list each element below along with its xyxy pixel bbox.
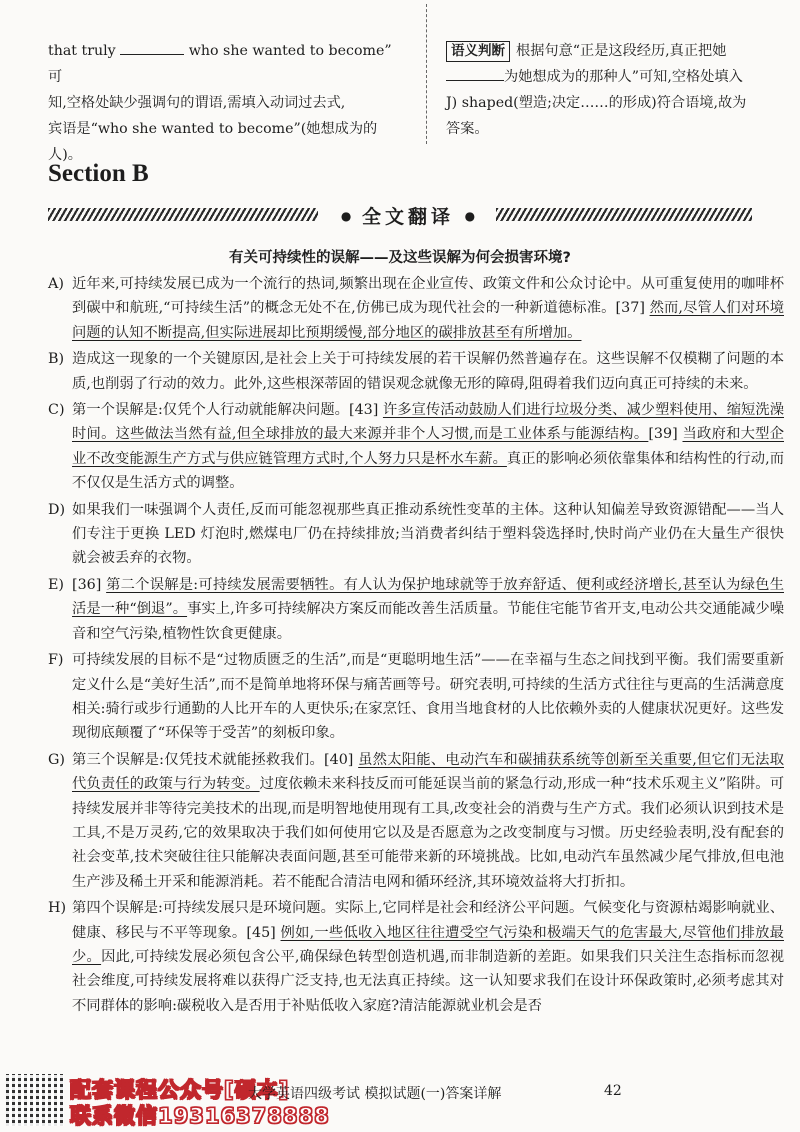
paragraph-d: [48, 498, 784, 571]
underlined-answer-text: 然而,尽管人们对环境问题的认知不断提高,但实际进展却比预期缓慢,部分地区的碳排放甚至有所增加。: [72, 300, 784, 341]
paragraph-text: [36]: [72, 576, 107, 593]
right-explanation: [446, 38, 752, 142]
left-line: [48, 116, 410, 142]
paragraph-label: F): [48, 652, 64, 669]
right-text-1: 根据句意“正是这段经历,真正把她: [516, 43, 727, 59]
paragraph-f: [48, 648, 784, 746]
paragraph-text: 真正的影响必须依靠集体和结构性的行动,而不仅仅是生活方式的调整。: [72, 450, 785, 492]
translation-banner: [48, 202, 752, 228]
paragraph-label: C): [48, 402, 65, 419]
promo-line-1: 配套课程公众号[硕本]: [70, 1078, 290, 1102]
left-text: 知,空格处缺少强调句的谓语,需填入动词过去式,: [48, 95, 346, 111]
paragraph-text: 第三个误解是:仅凭技术就能拯救我们。[40]: [72, 751, 359, 768]
translation-paragraphs: [48, 272, 784, 1020]
underlined-answer-text: 例如,一些低收入地区往往遭受空气污染和极端天气的危害最大,尽管他们排放最少。: [72, 924, 784, 965]
paragraph-text: 第四个误解是:可持续发展只是环境问题。实际上,它同样是社会和经济公平问题。气候变化与资源枯竭影响就业、健康、移民与不平等现象。[45]: [72, 900, 784, 941]
page-number: 42: [604, 1083, 622, 1099]
underlined-answer-text: 虽然太阳能、电动汽车和碳捕获系统等创新至关重要,但它们无法取代负责任的政策与行为转变。: [72, 751, 784, 793]
paragraph-e: [48, 573, 784, 646]
paragraph-label: B): [48, 351, 65, 368]
paragraph-text: 第一个误解是:仅凭个人行动就能解决问题。[43]: [72, 402, 383, 419]
underlined-answer-text: 第二个误解是:可持续发展需要牺牲。有人认为保护地球就等于放弃舒适、便利或经济增长,甚至认为绿色生活是一种“倒退”。: [72, 576, 784, 618]
right-text-3: J) shaped(塑造;决定……的形成)符合语境,故为: [446, 95, 747, 111]
banner-title-text: 全文翻译: [361, 206, 454, 228]
essay-title: 有关可持续性的误解——及这些误解为何会损害环境?: [229, 250, 571, 266]
paragraph-b: [48, 347, 784, 396]
underlined-answer-text: 当政府和大型企业不改变能源生产方式与供应链管理方式时,个人努力只是杯水车薪。: [72, 426, 784, 467]
underlined-answer-text: 许多宣传活动鼓励人们进行垃圾分类、减少塑料使用、缩短洗澡时间。这些做法当然有益,但全球排放的最大来源并非个人习惯,而是工业体系与能源结构。: [72, 402, 784, 443]
banner-title: [328, 202, 488, 229]
paragraph-label: A): [48, 276, 64, 292]
paragraph-label: D): [48, 501, 66, 518]
left-explanation: [48, 38, 410, 168]
paragraph-g: [48, 748, 784, 894]
section-title: Section B: [48, 160, 149, 187]
paragraph-text: 事实上,许多可持续解决方案反而能改善生活质量。节能住宅能节省开支,电动公共交通能减少噪音和空气污染,植物性饮食更健康。: [72, 601, 784, 642]
paragraph-text: 如果我们一味强调个人责任,反而可能忽视那些真正推动系统性变革的主体。这种认知偏差导致资源错配——当人们专注于更换 LED 灯泡时,燃煤电厂仍在持续排放;当消费者纠结于塑料袋选择时,快时尚产业仍在大量生产很快就会被丢弃的衣物。: [72, 501, 784, 567]
right-text-4: 答案。: [446, 121, 489, 137]
paragraph-label: H): [48, 900, 67, 917]
left-line: [48, 90, 410, 116]
paragraph-a: [48, 272, 784, 345]
left-line: [48, 38, 410, 90]
paragraph-text: 可持续发展的目标不是“过物质匮乏的生活”,而是“更聪明地生活”——在幸福与生态之间找到平衡。我们需要重新定义什么是“美好生活”,而不是简单地将环保与痛苦画等号。研究表明,可持续的生活方式往往与更高的生活满意度相关:骑行或步行通勤的人比开车的人更快乐;在家烹饪、食用当地食材的人比依赖外卖的人健康状况更好。这些发现彻底颠覆了“环保等于受苦”的刻板印象。: [72, 652, 784, 742]
column-divider: [426, 4, 427, 144]
promo-line-2: 联系微信19316378888: [70, 1104, 330, 1128]
left-text: 宾语是“who she wanted to become”(她想成为的: [48, 121, 378, 137]
right-text-2: 为她想成为的那种人”可知,空格处填入: [504, 69, 743, 85]
paragraph-text: 造成这一现象的一个关键原因,是社会上关于可持续发展的若干误解仍然普遍存在。这些误解不仅模糊了问题的本质,也削弱了行动的效力。此外,这些根深蒂固的错误观念就像无形的障碍,阻碍着我们迈向真正可持续的未来。: [72, 351, 784, 392]
paragraph-label: G): [48, 751, 65, 768]
paragraph-label: E): [48, 576, 65, 593]
left-text: who she wanted to become” 可: [48, 43, 392, 85]
banner-hatch-right: [496, 208, 752, 221]
banner-dot-right: ●: [464, 209, 476, 223]
footer-title: 大学英语四级考试 模拟试题(一)答案详解: [248, 1086, 502, 1102]
banner-hatch-left: [48, 208, 318, 221]
paragraph-text: [39]: [648, 426, 683, 443]
semantic-judgment-tag: 语义判断: [446, 41, 510, 62]
blank-line: [120, 40, 184, 55]
paragraph-c: [48, 398, 784, 496]
paragraph-text: 过度依赖未来科技反而可能延误当前的紧急行动,形成一种“技术乐观主义”陷阱。可持续发展并非等待完美技术的出现,而是明智地使用现有工具,改变社会的消费与生产方式。我们必须认识到技术是工具,不是万灵药,它的效果取决于我们如何使用它以及是否愿意为之改变制度与习惯。历史经验表明,没有配套的社会变革,技术突破往往只能解决表面问题,甚至可能带来新的环境挑战。比如,电动汽车虽然减少尾气排放,但电池生产涉及稀土开采和能源消耗。若不能配合清洁电网和循环经济,其环境效益将大打折扣。: [72, 776, 784, 890]
paragraph-text: 因此,可持续发展必须包含公平,确保绿色转型创造机遇,而非制造新的差距。如果我们只关注生态指标而忽视社会维度,可持续发展将难以获得广泛支持,也无法真正持续。这一认知要求我们在设计环保政策时,必须考虑其对不同群体的影响:碳税收入是否用于补贴低收入家庭?清洁能源就业机会是否: [72, 948, 784, 1014]
qr-code-icon: [6, 1074, 64, 1126]
banner-dot-left: ●: [340, 209, 352, 223]
left-text: 人)。: [48, 147, 82, 163]
previous-answer-section: [48, 38, 752, 163]
left-text: that truly: [48, 43, 121, 59]
paragraph-h: [48, 896, 784, 1018]
paragraph-text: 近年来,可持续发展已成为一个流行的热词,频繁出现在企业宣传、政策文件和公众讨论中。从可重复使用的咖啡杯到碳中和航班,“可持续生活”的概念无处不在,仿佛已成为现代社会的一种新道德标准。[37]: [72, 276, 784, 317]
blank-line: [446, 66, 504, 81]
